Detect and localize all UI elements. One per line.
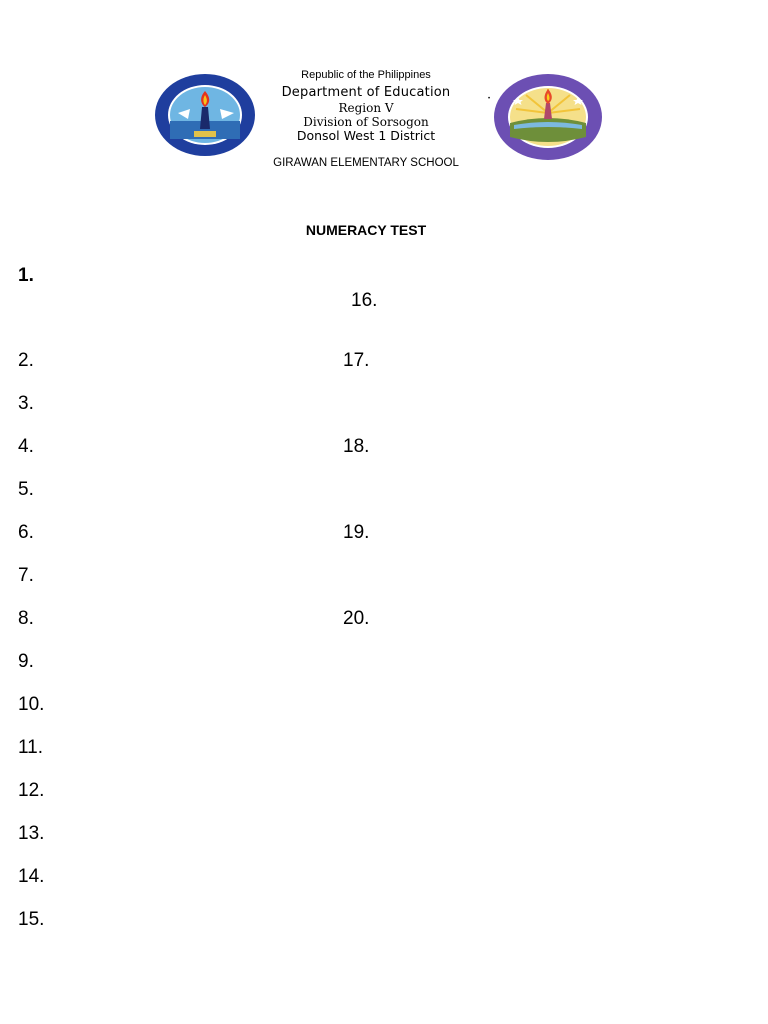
answer-item-number: 1. (18, 265, 34, 286)
republic-line: Republic of the Philippines (301, 69, 431, 81)
answer-item-number: 17. (343, 350, 370, 371)
department-line: Department of Education (281, 85, 451, 100)
letterhead (0, 0, 768, 190)
answer-item-number: 12. (18, 780, 45, 801)
test-title: NUMERACY TEST (305, 222, 427, 238)
answer-item-number: 14. (18, 866, 45, 887)
division-line: Division of Sorsogon (303, 115, 429, 129)
answer-item-number: 16. (351, 290, 378, 311)
answer-item-number: 19. (343, 522, 370, 543)
school-seal-icon (492, 73, 604, 161)
answer-item-number: 4. (18, 436, 34, 457)
answer-item-number: 5. (18, 479, 34, 500)
answer-item-number: 6. (18, 522, 34, 543)
answer-item-number: 10. (18, 694, 45, 715)
answer-item-number: 13. (18, 823, 45, 844)
answer-item-number: 20. (343, 608, 370, 629)
answer-item-number: 11. (18, 737, 44, 758)
stray-dot: • (488, 96, 491, 102)
answer-item-number: 7. (18, 565, 34, 586)
answer-item-number: 8. (18, 608, 34, 629)
school-name: GIRAWAN ELEMENTARY SCHOOL (273, 157, 459, 169)
answer-item-number: 18. (343, 436, 370, 457)
answer-item-number: 3. (18, 393, 34, 414)
answer-item-number: 2. (18, 350, 34, 371)
answer-item-number: 9. (18, 651, 34, 672)
district-line: Donsol West 1 District (296, 128, 436, 143)
answer-item-number: 15. (18, 909, 45, 930)
region-line: Region V (338, 101, 394, 115)
